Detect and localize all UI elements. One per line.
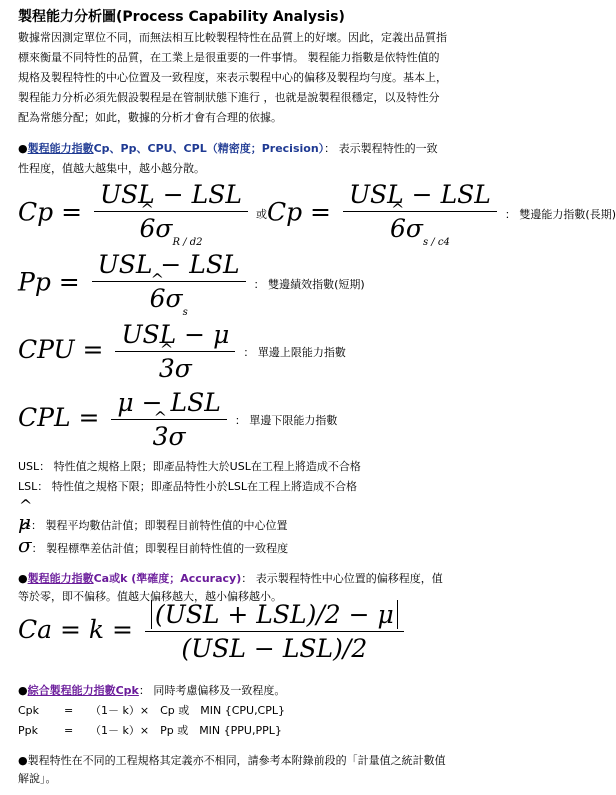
row-eq: = xyxy=(64,704,74,717)
intro-line: 配為常態分配；如此，數據的分析才會有合理的依據。 xyxy=(18,111,282,124)
ppk-row xyxy=(18,722,282,738)
fraction-numerator: USL − μ xyxy=(115,320,235,352)
cp-fraction-2 xyxy=(343,180,497,248)
row-expr: （1－ k）× Pp 或 MIN {PPU,PPL} xyxy=(90,724,282,737)
intro-paragraph xyxy=(18,28,513,128)
combined-capability-link[interactable]: 綜合製程能力指數 xyxy=(27,684,116,697)
footer-line: ●製程特性在不同的工程規格其定義亦不相同，請參考本附錄前段的「計量值之統計數值 xyxy=(18,754,446,767)
section-cpk-heading xyxy=(18,682,285,698)
pp-formula: Pp = USL − LSL ^ $6\sigma_s$ ： 雙邊績效指數(短期) xyxy=(18,250,365,318)
subscript-index: 4 xyxy=(443,237,450,248)
page-title: 製程能力分析圖(Process Capability Analysis) xyxy=(18,9,345,25)
fraction-denominator: ^ 6σ xyxy=(390,214,423,243)
mu-text: ： 製程平均數估計值；即製程目前特性值的中心位置 xyxy=(31,519,288,532)
intro-line: 規格及製程特性的中心位置及一致程度，來表示製程中心的偏移及製程均勻度。基本上， xyxy=(18,71,447,84)
bullet-icon: ● xyxy=(18,142,28,155)
usl-definition: USL： 特性值之規格上限；即產品特性大於USL在工程上將造成不合格 xyxy=(18,460,361,473)
cpu-symbol: CPU xyxy=(18,335,75,364)
subscript: R / d xyxy=(172,237,197,248)
fraction-numerator: USL − LSL xyxy=(343,180,497,212)
section-text: ： 表示製程特性的一致 xyxy=(324,142,438,155)
cpk-link[interactable]: Cpk xyxy=(115,684,139,697)
ca-fraction xyxy=(145,600,404,663)
fraction-numerator: μ − LSL xyxy=(111,388,226,420)
lsl-definition: LSL： 特性值之規格下限；即產品特性小於LSL在工程上將造成不合格 xyxy=(18,480,357,493)
mu-definition xyxy=(18,510,288,534)
cpu-fraction xyxy=(115,320,235,383)
subscript-index: 2 xyxy=(196,237,203,248)
fraction-numerator: (USL + LSL)/2 − μ xyxy=(151,600,398,629)
bullet-icon: ● xyxy=(18,684,28,697)
fraction-denominator: ^ 3σ xyxy=(153,422,186,451)
cpu-note: ： 單邊上限能力指數 xyxy=(243,345,346,359)
mu-hat-symbol: ^ μ xyxy=(18,510,31,534)
fraction-denominator: ^ 3σ xyxy=(159,354,192,383)
fraction-denominator: ^ 6σ xyxy=(139,214,172,243)
section-text: ： 表示製程特性中心位置的偏移程度，值 xyxy=(241,572,443,585)
row-label: Ppk xyxy=(18,724,38,737)
fraction-denominator: ^ 6σ xyxy=(150,284,183,313)
section-accuracy-line2: 等於零，即不偏移。值越大偏移越大，越小偏移越小。 xyxy=(18,590,282,603)
fraction-numerator: USL − LSL xyxy=(94,180,248,212)
ca-formula xyxy=(18,600,408,663)
pp-note: ： 雙邊績效指數(短期) xyxy=(253,278,365,291)
row-label: Cpk xyxy=(18,704,40,717)
pp-symbol: Pp xyxy=(18,267,51,297)
intro-line: 數據常因測定單位不同，而無法相互比較製程特性在品質上的好壞。因此，定義出品質指 xyxy=(18,31,447,44)
cpl-symbol: CPL xyxy=(18,403,71,432)
cp-symbol-2: Cp xyxy=(266,197,303,227)
process-capability-link-2[interactable]: 製程能力指數 xyxy=(27,572,94,585)
section-precision-heading xyxy=(18,140,438,156)
cpu-formula: CPU = USL − μ ^ 3σ ： 單邊上限能力指數 xyxy=(18,320,346,383)
fraction-denominator: (USL − LSL)/2 xyxy=(181,634,368,663)
subscript: s xyxy=(182,307,188,318)
bullet-icon: ● xyxy=(18,572,28,585)
cpl-fraction xyxy=(111,388,226,451)
subscript: s / c xyxy=(422,237,444,248)
section-precision-line2: 性程度，值越大越集中，越小越分散。 xyxy=(18,162,205,175)
cpk-row xyxy=(18,702,285,718)
footer-line: 解說」。 xyxy=(18,772,57,785)
sigma-hat-symbol: ^ σ xyxy=(18,533,32,557)
sigma-text: ： 製程標準差估計值；即製程目前特性值的一致程度 xyxy=(31,542,289,555)
cpl-formula: CPL = μ − LSL ^ 3σ ： 單邊下限能力指數 xyxy=(18,388,337,451)
fraction-numerator: USL − LSL xyxy=(92,250,246,282)
pp-fraction xyxy=(92,250,246,318)
section-accuracy-heading xyxy=(18,570,443,586)
precision-indices-label: Cp、Pp、CPU、CPL（精密度；Precision） xyxy=(93,142,325,155)
row-eq: = xyxy=(64,724,74,737)
cp-fraction xyxy=(94,180,248,248)
ca-symbol: Ca = k = xyxy=(18,615,133,644)
cp-formula: Cp = USL − LSL ^ $6\sigma_{R / d2}$ 或Cp = USL − LSL ^ $6\sigma_{s / c4}$ ： 雙邊能力指數(長期) xyxy=(18,180,616,248)
or-label: 或 xyxy=(255,208,267,221)
accuracy-indices-label: Ca或k (準確度；Accuracy) xyxy=(93,572,242,585)
cpl-note: ： 單邊下限能力指數 xyxy=(234,413,338,427)
row-expr: （1－ k）× Cp 或 MIN {CPU,CPL} xyxy=(90,704,286,717)
intro-line: 標來衡量不同特性的品質，在工業上是很重要的一件事情。 製程能力指數是依特性值的 xyxy=(18,51,440,64)
sigma-definition xyxy=(18,533,288,557)
cp-note: ： 雙邊能力指數(長期) xyxy=(504,208,616,221)
cp-symbol: Cp xyxy=(18,197,54,227)
process-capability-link[interactable]: 製程能力指數 xyxy=(27,142,94,155)
intro-line: 製程能力分析必須先假設製程是在管制狀態下進行 ，也就是說製程很穩定，以及特性分 xyxy=(18,91,440,104)
section-text: ： 同時考慮偏移及一致程度。 xyxy=(138,684,286,697)
